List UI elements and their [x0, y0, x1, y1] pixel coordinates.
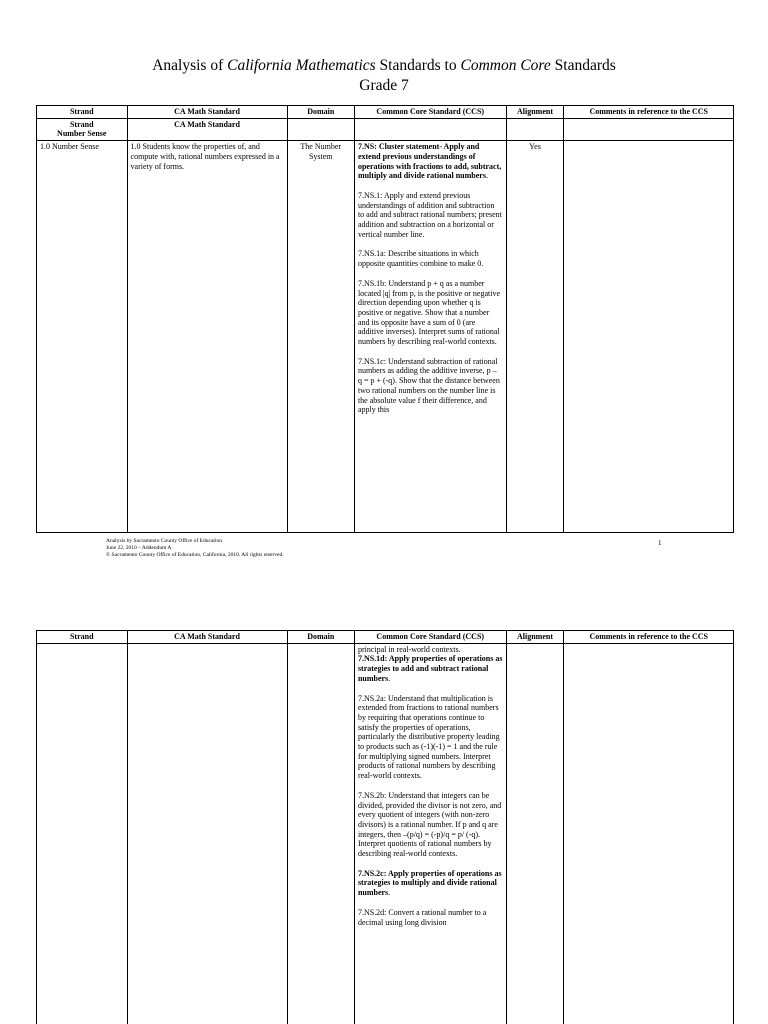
ca-standard-cell: 1.0 Students know the properties of, and compute with, rational numbers expressed in a variety of forms. — [127, 141, 287, 533]
grade-heading: Grade 7 — [359, 77, 409, 94]
ccs-item: 7.NS.1c: Understand subtraction of rational numbers as adding the additive inverse, p – q = p + (-q). Show that the distance between two rational numbers on the number line is the absolute value f their difference, and apply this — [357, 356, 500, 415]
header-common-core-standard: Common Core Standard (CCS) — [354, 631, 506, 644]
header-ca-math-standard: CA Math Standard — [127, 106, 287, 119]
header-ca-math-standard: CA Math Standard — [127, 631, 287, 644]
ccs-item: 7.NS.2b: Understand that integers can be divided, provided the divisor is not zero, and every quotient of integers (with non-zero divisors) is a rational number. If p and q are integers, then –(p/q) = (-p)/q = p/ (-q). Interpret quotients of rational numbers by describing real-world contexts. — [357, 790, 502, 859]
domain-cell: The Number System — [287, 141, 354, 533]
ccs-item: 7.NS: Cluster statement- Apply and extend previous understandings of operations with fractions to add, subtract, multiply and divide rational numbers. — [357, 142, 502, 181]
strand-subheader-row — [37, 118, 734, 140]
alignment-cell: Yes — [506, 141, 564, 533]
domain-cell — [287, 643, 354, 1024]
header-alignment: Alignment — [506, 631, 564, 644]
ccs-item: 7.NS.2c: Apply properties of operations as strategies to multiply and divide rational numbers. — [357, 868, 502, 898]
header-domain: Domain — [287, 106, 354, 119]
document-title: Analysis of California Mathematics Standards to Common Core Standards — [152, 57, 616, 74]
header-strand: Strand — [37, 106, 128, 119]
ccs-item: 7.NS.1b: Understand p + q as a number located |q| from p, is the positive or negative direction depending upon whether q is positive or negative. Show that a number and its opposite have a sum of 0 (are additive inverses). Interpret sums of rational numbers by describing real-world contexts. — [357, 278, 500, 347]
title-italic-common-core: Common Core — [460, 57, 551, 74]
header-common-core-standard: Common Core Standard (CCS) — [354, 106, 506, 119]
ca-standard-cell — [127, 643, 287, 1024]
page-footer: Analysis by Sacramento County Office of Education June 22, 2010 – Addendum A © Sacramento County Office of Education, California, 2010. All rights reserved. — [106, 538, 284, 559]
title-italic-california: California Mathematics — [227, 57, 376, 74]
table-header-row — [37, 631, 734, 644]
alignment-cell — [506, 643, 564, 1024]
header-domain: Domain — [287, 631, 354, 644]
ccs-item: 7.NS.1: Apply and extend previous understandings of addition and subtraction to add and subtract rational numbers; present addition and subtraction on a horizontal or vertical number line. — [357, 190, 502, 239]
standards-table — [36, 105, 734, 533]
header-alignment: Alignment — [506, 106, 564, 119]
document-page-2 — [0, 580, 768, 1024]
ccs-item: 7.NS.2a: Understand that multiplication is extended from fractions to rational numbers by requiring that operations continue to satisfy the properties of operations, particularly the distributive property leading to products such as (-1)(-1) = 1 and the rule for multiplying signed numbers. Interpret products of rational numbers by describing real-world contexts. — [357, 693, 500, 781]
ccs-item: 7.NS.1a: Describe situations in which opposite quantities combine to make 0. — [357, 249, 484, 269]
ccs-cell — [354, 643, 506, 1024]
header-comments: Comments in reference to the CCS — [564, 106, 734, 119]
table-header-row — [37, 106, 734, 119]
table-row — [37, 643, 734, 1024]
page-number: 1 — [658, 539, 662, 547]
header-comments: Comments in reference to the CCS — [564, 631, 734, 644]
strand-cell: 1.0 Number Sense — [37, 141, 128, 533]
ccs-item: principal in real-world contexts. 7.NS.1d: Apply properties of operations as strategies to add and subtract rational numbers. — [357, 644, 503, 683]
strand-cell — [37, 643, 128, 1024]
comments-cell — [564, 643, 734, 1024]
ccs-item: 7.NS.2d: Convert a rational number to a decimal using long division — [357, 907, 487, 927]
table-row — [37, 141, 734, 533]
comments-cell — [564, 141, 734, 533]
header-strand: Strand — [37, 631, 128, 644]
subheader-strand: Strand Number Sense — [37, 118, 128, 140]
subheader-ca: CA Math Standard — [127, 118, 287, 140]
standards-table-continued — [36, 630, 734, 1024]
ccs-cell — [354, 141, 506, 533]
